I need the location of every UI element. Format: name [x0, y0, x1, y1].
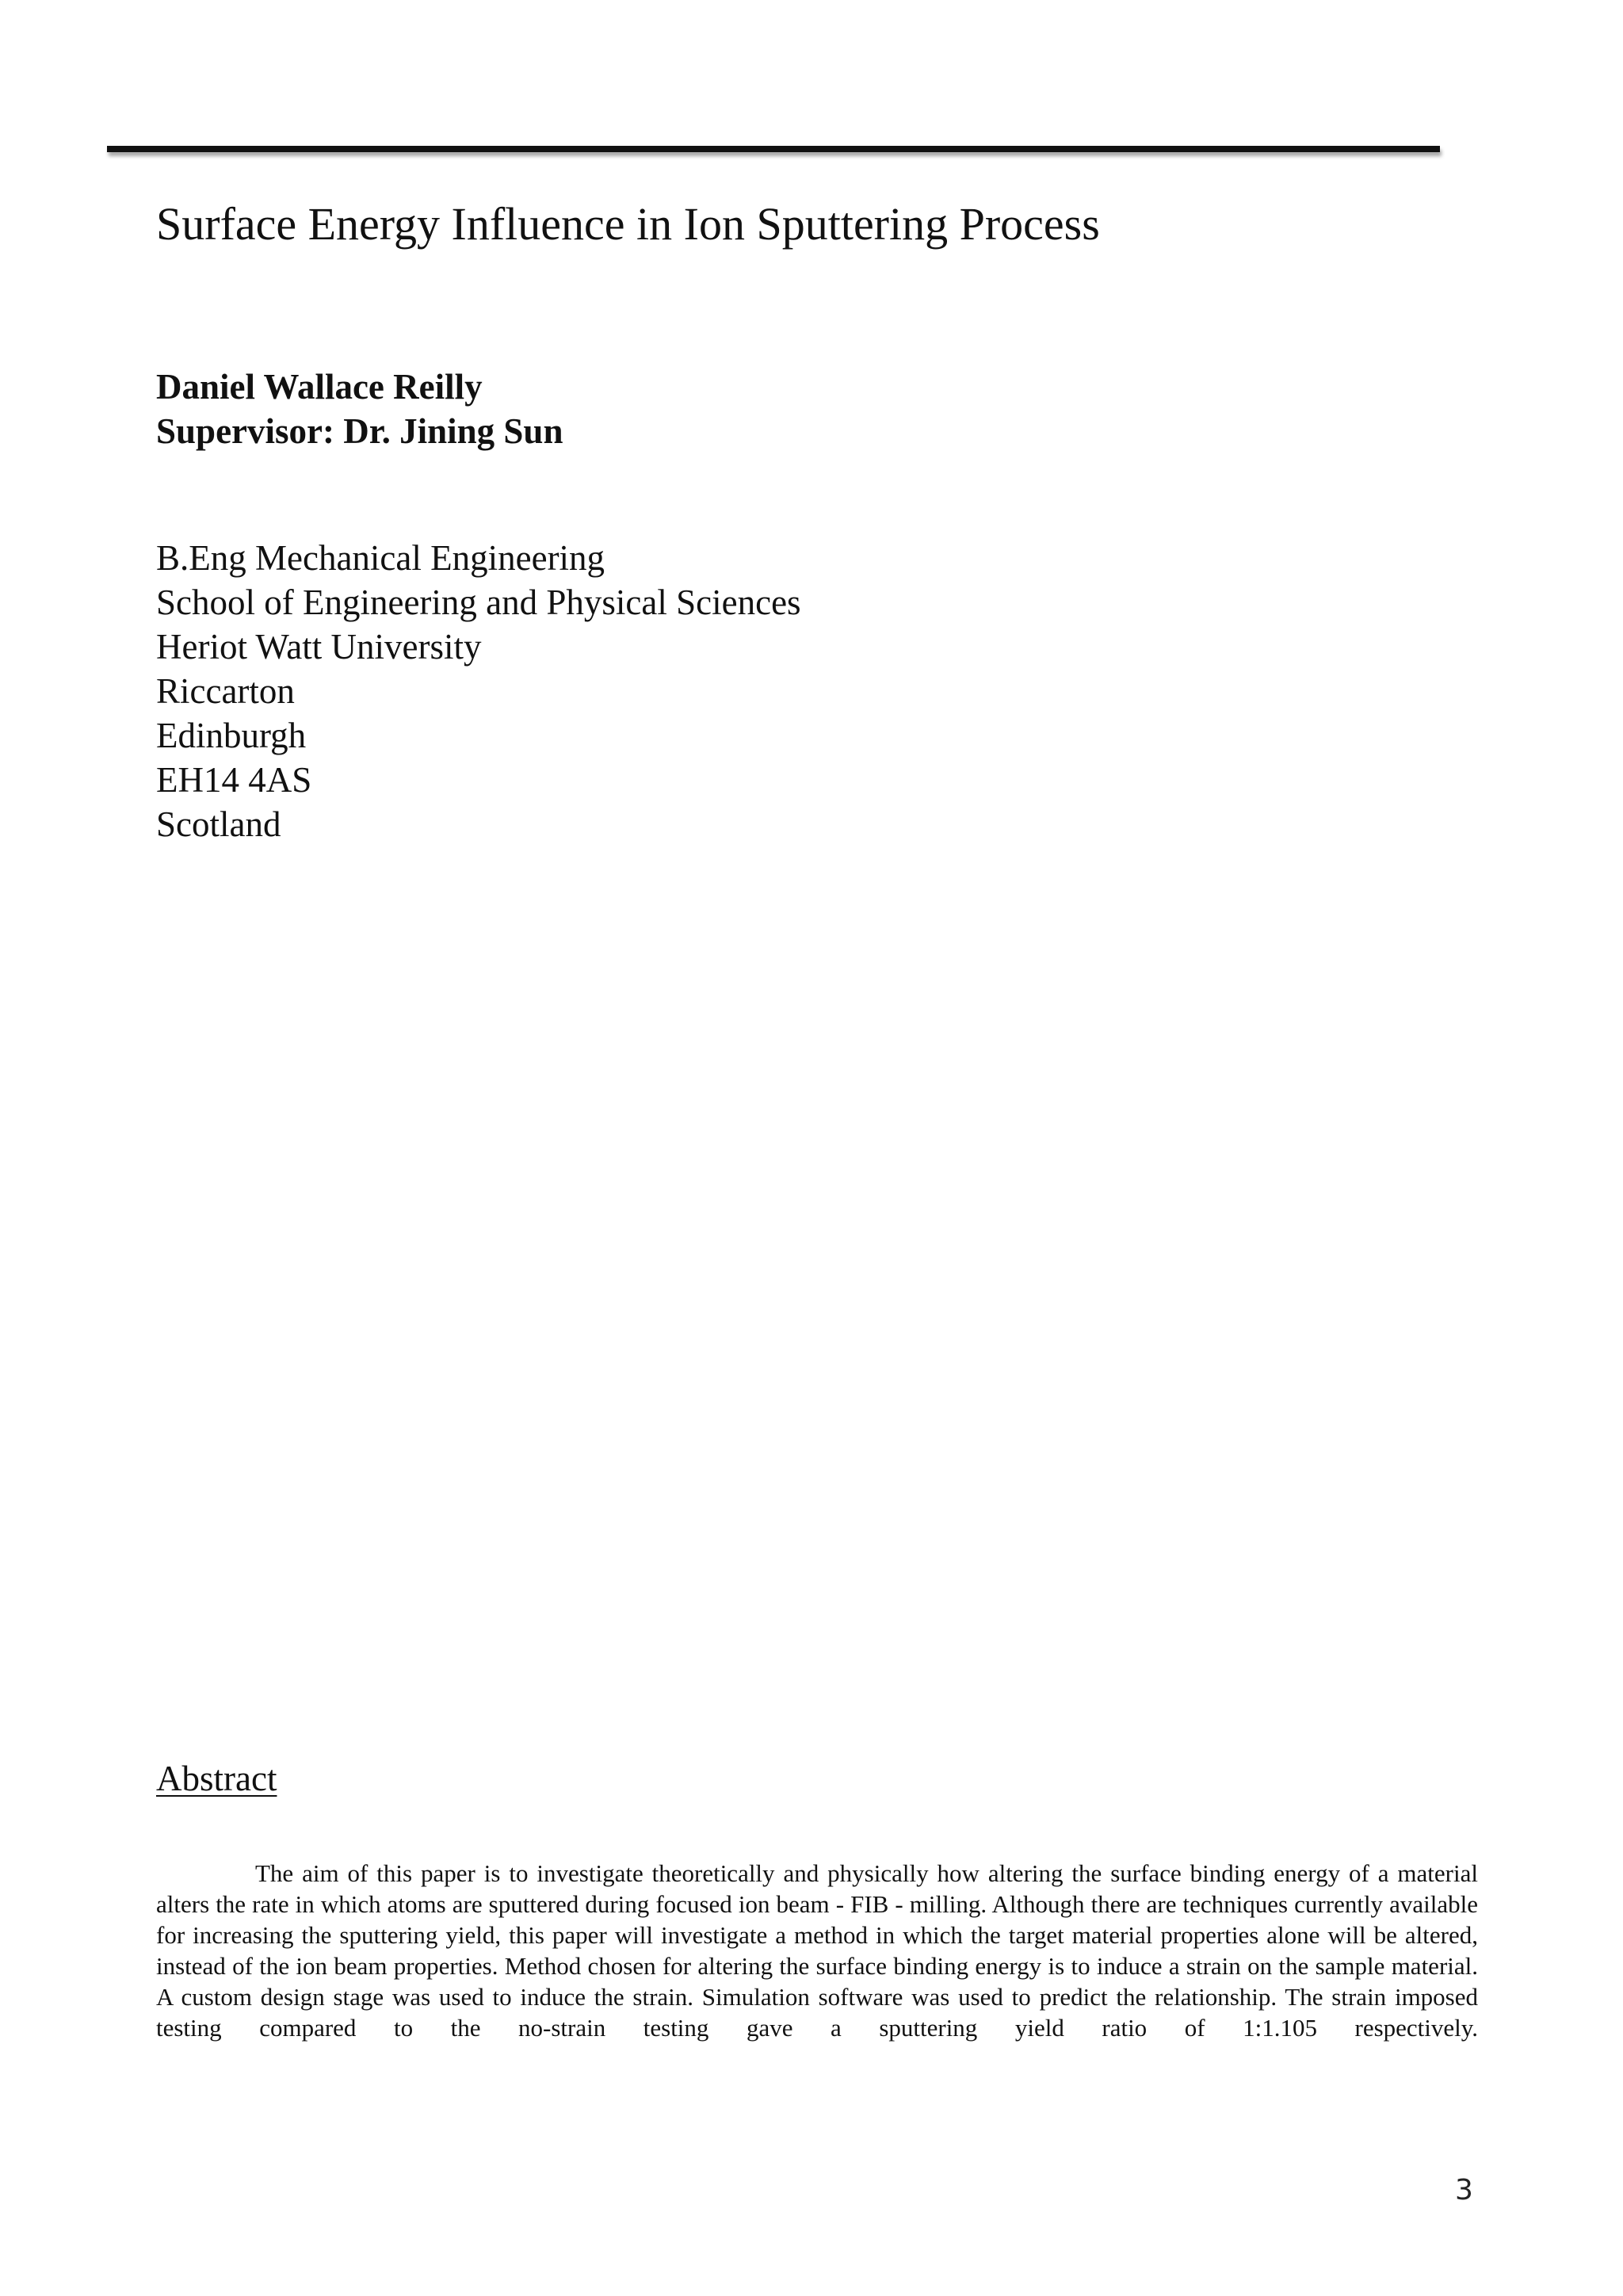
abstract-heading: Abstract — [156, 1759, 277, 1798]
affiliation-line-school: School of Engineering and Physical Sciences — [156, 583, 801, 622]
supervisor-name: Supervisor: Dr. Jining Sun — [156, 411, 563, 451]
affiliation-line-university: Heriot Watt University — [156, 627, 482, 667]
header-rule — [107, 146, 1440, 152]
author-name: Daniel Wallace Reilly — [156, 367, 483, 407]
abstract-text: The aim of this paper is to investigate theoretically and physically how altering the surface binding energy of a material alters the rate in which atoms are sputtered during focused ion beam - FIB - milling. Although there are techniques currently available for increasing the sputtering yield, this paper will investigate a method in which the target material properties alone will be altered, instead of the ion beam properties. Method chosen for altering the surface binding energy is to induce a strain on the sample material. A custom design stage was used to induce the strain. Simulation software was used to predict the relationship. The strain imposed testing compared to the no-strain testing gave a sputtering yield ratio of 1:1.105 respectively. — [156, 1859, 1478, 2042]
affiliation-line-postcode: EH14 4AS — [156, 760, 312, 800]
affiliation-line-country: Scotland — [156, 804, 281, 844]
affiliation-line-campus: Riccarton — [156, 671, 295, 711]
affiliation-line-city: Edinburgh — [156, 716, 307, 755]
affiliation-block — [156, 536, 801, 846]
page-title: Surface Energy Influence in Ion Sputtering Process — [156, 198, 1100, 250]
affiliation-line-degree: B.Eng Mechanical Engineering — [156, 538, 605, 578]
author-block — [156, 365, 563, 453]
page-number: 3 — [1455, 2174, 1473, 2206]
